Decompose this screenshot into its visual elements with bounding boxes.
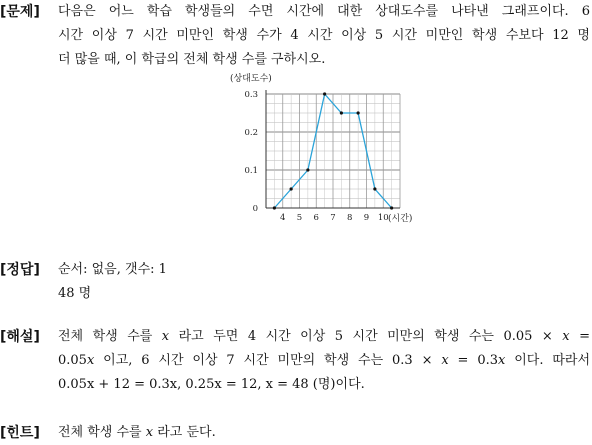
chart-grid bbox=[266, 94, 400, 208]
x-tick-label: 8 bbox=[347, 213, 353, 223]
explanation-line-1: 전체 학생 수를 x 라고 두면 4 시간 이상 5 시간 미만의 학생 수는 0.05 × x = bbox=[58, 329, 590, 344]
explanation-text bbox=[58, 325, 590, 397]
data-point bbox=[306, 168, 309, 171]
answer-tag: [정답] bbox=[0, 262, 40, 278]
x-tick-label: 6 bbox=[313, 213, 319, 223]
x-tick-label: 7 bbox=[330, 213, 336, 223]
answer-text bbox=[58, 258, 590, 306]
problem-text bbox=[58, 0, 590, 72]
data-point bbox=[323, 92, 326, 95]
answer-line-1: 순서: 없음, 갯수: 1 bbox=[58, 262, 167, 277]
problem-tag: [문제] bbox=[0, 4, 40, 20]
hint-line: 전체 학생 수를 x 라고 둔다. bbox=[58, 425, 216, 440]
y-tick-label: 0.3 bbox=[244, 90, 258, 100]
x-tick-label: 9 bbox=[363, 213, 370, 223]
data-point bbox=[390, 206, 393, 209]
explanation-line-2: 0.05x 이고, 6 시간 이상 7 시간 미만의 학생 수는 0.3 × x = 0.3x 이다. 따라서 bbox=[58, 353, 591, 368]
y-tick-label: 0.1 bbox=[244, 166, 258, 176]
y-tick-label: 0.2 bbox=[244, 128, 258, 138]
hint-text bbox=[58, 421, 590, 445]
answer-line-2: 48 명 bbox=[58, 286, 92, 301]
y-tick-label: 0 bbox=[252, 204, 258, 214]
explanation-line-3: 0.05x + 12 = 0.3x, 0.25x = 12, x = 48 (명)이다. bbox=[58, 377, 365, 392]
data-point bbox=[357, 111, 360, 114]
x-axis-label: (시간) bbox=[388, 214, 413, 224]
problem-line-2: 시간 이상 7 시간 미만인 학생 수가 4 시간 이상 5 시간 미만인 학생 수보다 12 명 bbox=[58, 28, 590, 43]
data-point bbox=[340, 111, 343, 114]
hint-tag: [힌트] bbox=[0, 425, 40, 441]
data-point bbox=[373, 187, 376, 190]
relative-frequency-chart bbox=[228, 72, 428, 230]
problem-line-1: 다음은 어느 학습 학생들의 수면 시간에 대한 상대도수를 나타낸 그래프이다. 6 bbox=[58, 4, 590, 19]
x-tick-label: 5 bbox=[296, 213, 303, 223]
explanation-tag: [해설] bbox=[0, 329, 40, 345]
chart-svg bbox=[228, 72, 428, 230]
data-point bbox=[290, 187, 293, 190]
x-tick-label: 4 bbox=[280, 213, 286, 223]
y-axis-label: (상대도수) bbox=[230, 74, 272, 84]
data-point bbox=[273, 206, 276, 209]
x-tick-label: 10 bbox=[377, 213, 389, 223]
problem-line-3: 더 많을 때, 이 학급의 전체 학생 수를 구하시오. bbox=[58, 52, 326, 67]
